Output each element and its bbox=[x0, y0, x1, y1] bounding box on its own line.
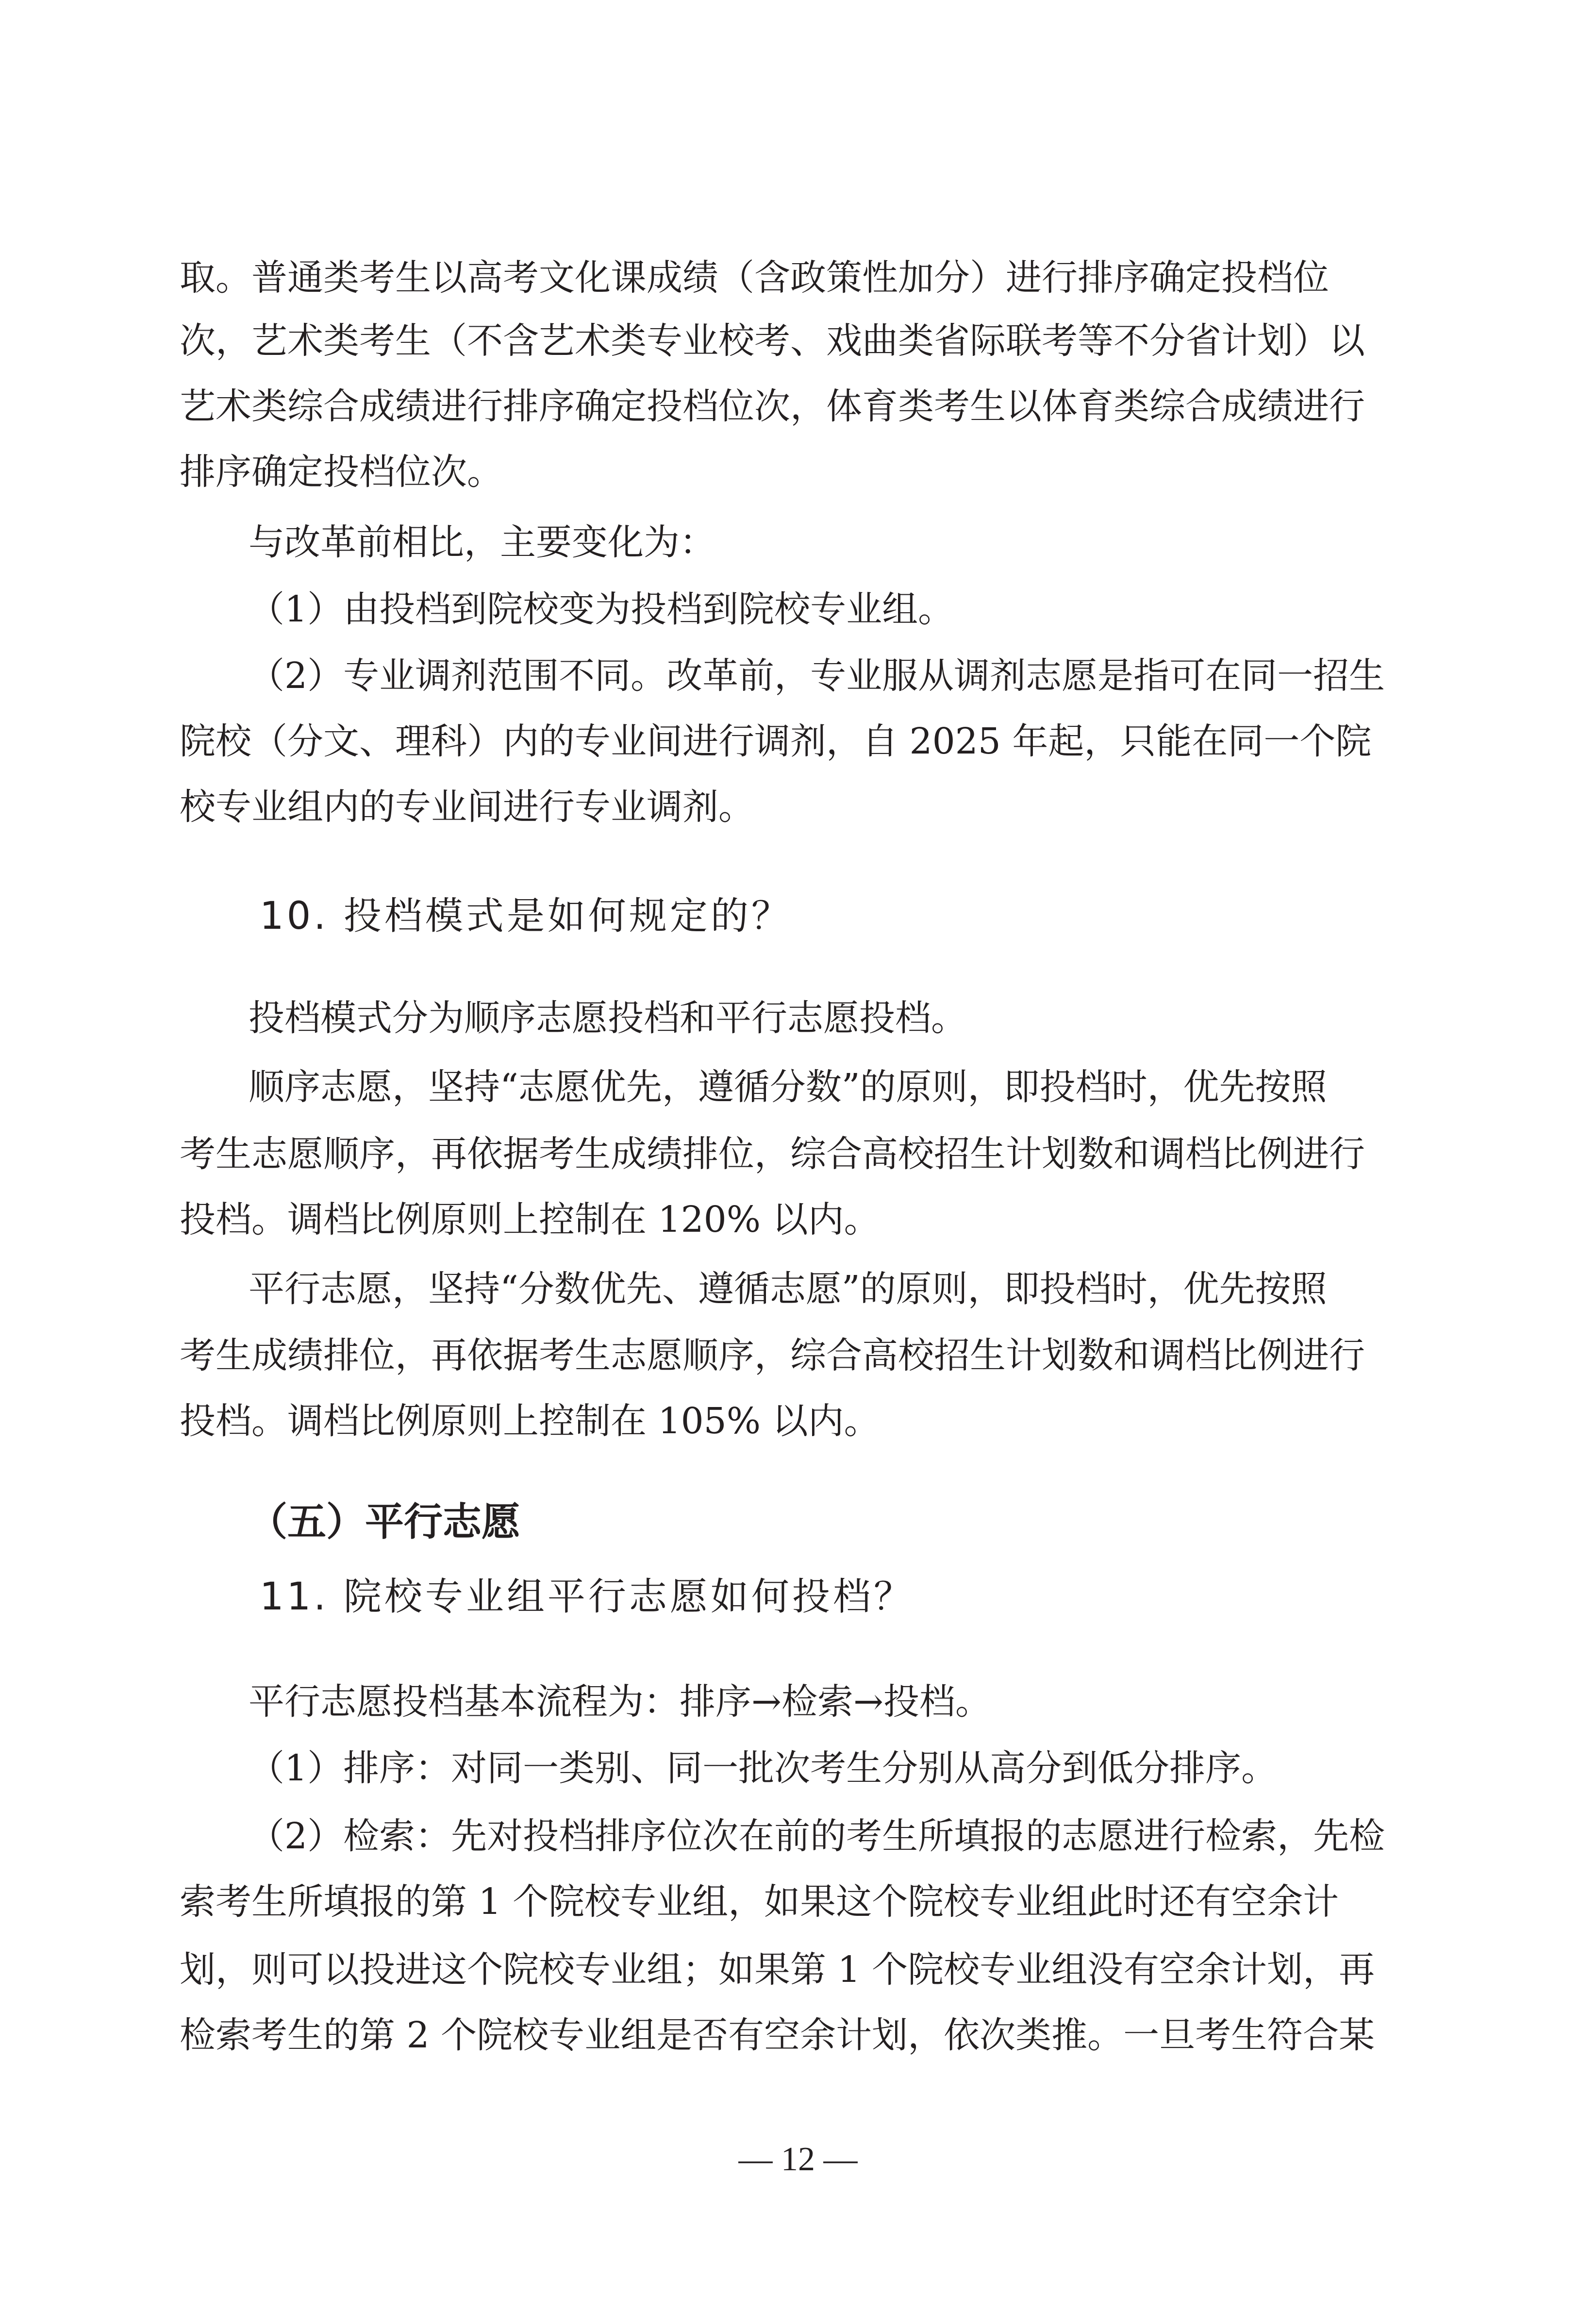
paragraph-line: 检索考生的第 2 个院校专业组是否有空余计划，依次类推。一旦考生符合某 bbox=[180, 2014, 1375, 2056]
paragraph-line: 次，艺术类考生（不含艺术类专业校考、戏曲类省际联考等不分省计划）以 bbox=[180, 320, 1365, 362]
paragraph-line: 排序确定投档位次。 bbox=[180, 451, 503, 493]
paragraph-line: 投档。调档比例原则上控制在 120% 以内。 bbox=[180, 1199, 880, 1240]
paragraph-line: 校专业组内的专业间进行专业调剂。 bbox=[180, 786, 754, 828]
paragraph-line: 平行志愿，坚持“分数优先、遵循志愿”的原则，即投档时，优先按照 bbox=[249, 1268, 1327, 1310]
paragraph-line: （2）检索：先对投档排序位次在前的考生所填报的志愿进行检索，先检 bbox=[249, 1815, 1385, 1857]
paragraph-line: 平行志愿投档基本流程为：排序→检索→投档。 bbox=[249, 1681, 992, 1723]
paragraph-line: 投档。调档比例原则上控制在 105% 以内。 bbox=[180, 1400, 880, 1442]
paragraph-line: 投档模式分为顺序志愿投档和平行志愿投档。 bbox=[249, 997, 967, 1039]
paragraph-line: 划，则可以投进这个院校专业组；如果第 1 个院校专业组没有空余计划，再 bbox=[180, 1949, 1375, 1991]
section-heading: （五）平行志愿 bbox=[249, 1499, 520, 1544]
question-heading: 10. 投档模式是如何规定的？ bbox=[260, 894, 792, 938]
paragraph-line: （2）专业调剂范围不同。改革前，专业服从调剂志愿是指可在同一招生 bbox=[249, 655, 1385, 697]
paragraph-line: 考生志愿顺序，再依据考生成绩排位，综合高校招生计划数和调档比例进行 bbox=[180, 1133, 1365, 1175]
paragraph-line: 取。普通类考生以高考文化课成绩（含政策性加分）进行排序确定投档位 bbox=[180, 257, 1329, 299]
page-number: — 12 — bbox=[738, 2141, 858, 2178]
paragraph-line: 艺术类综合成绩进行排序确定投档位次，体育类考生以体育类综合成绩进行 bbox=[180, 385, 1365, 427]
paragraph-line: （1）排序：对同一类别、同一批次考生分别从高分到低分排序。 bbox=[249, 1747, 1278, 1789]
paragraph-line: 索考生所填报的第 1 个院校专业组，如果这个院校专业组此时还有空余计 bbox=[180, 1881, 1339, 1923]
question-heading: 11. 院校专业组平行志愿如何投档？ bbox=[260, 1575, 914, 1619]
paragraph-line: 考生成绩排位，再依据考生志愿顺序，综合高校招生计划数和调档比例进行 bbox=[180, 1335, 1365, 1376]
paragraph-line: 顺序志愿，坚持“志愿优先，遵循分数”的原则，即投档时，优先按照 bbox=[249, 1066, 1327, 1108]
paragraph-line: 院校（分文、理科）内的专业间进行调剂，自 2025 年起，只能在同一个院 bbox=[180, 720, 1372, 762]
paragraph-line: （1）由投档到院校变为投档到院校专业组。 bbox=[249, 588, 954, 630]
paragraph-line: 与改革前相比，主要变化为： bbox=[249, 521, 715, 563]
